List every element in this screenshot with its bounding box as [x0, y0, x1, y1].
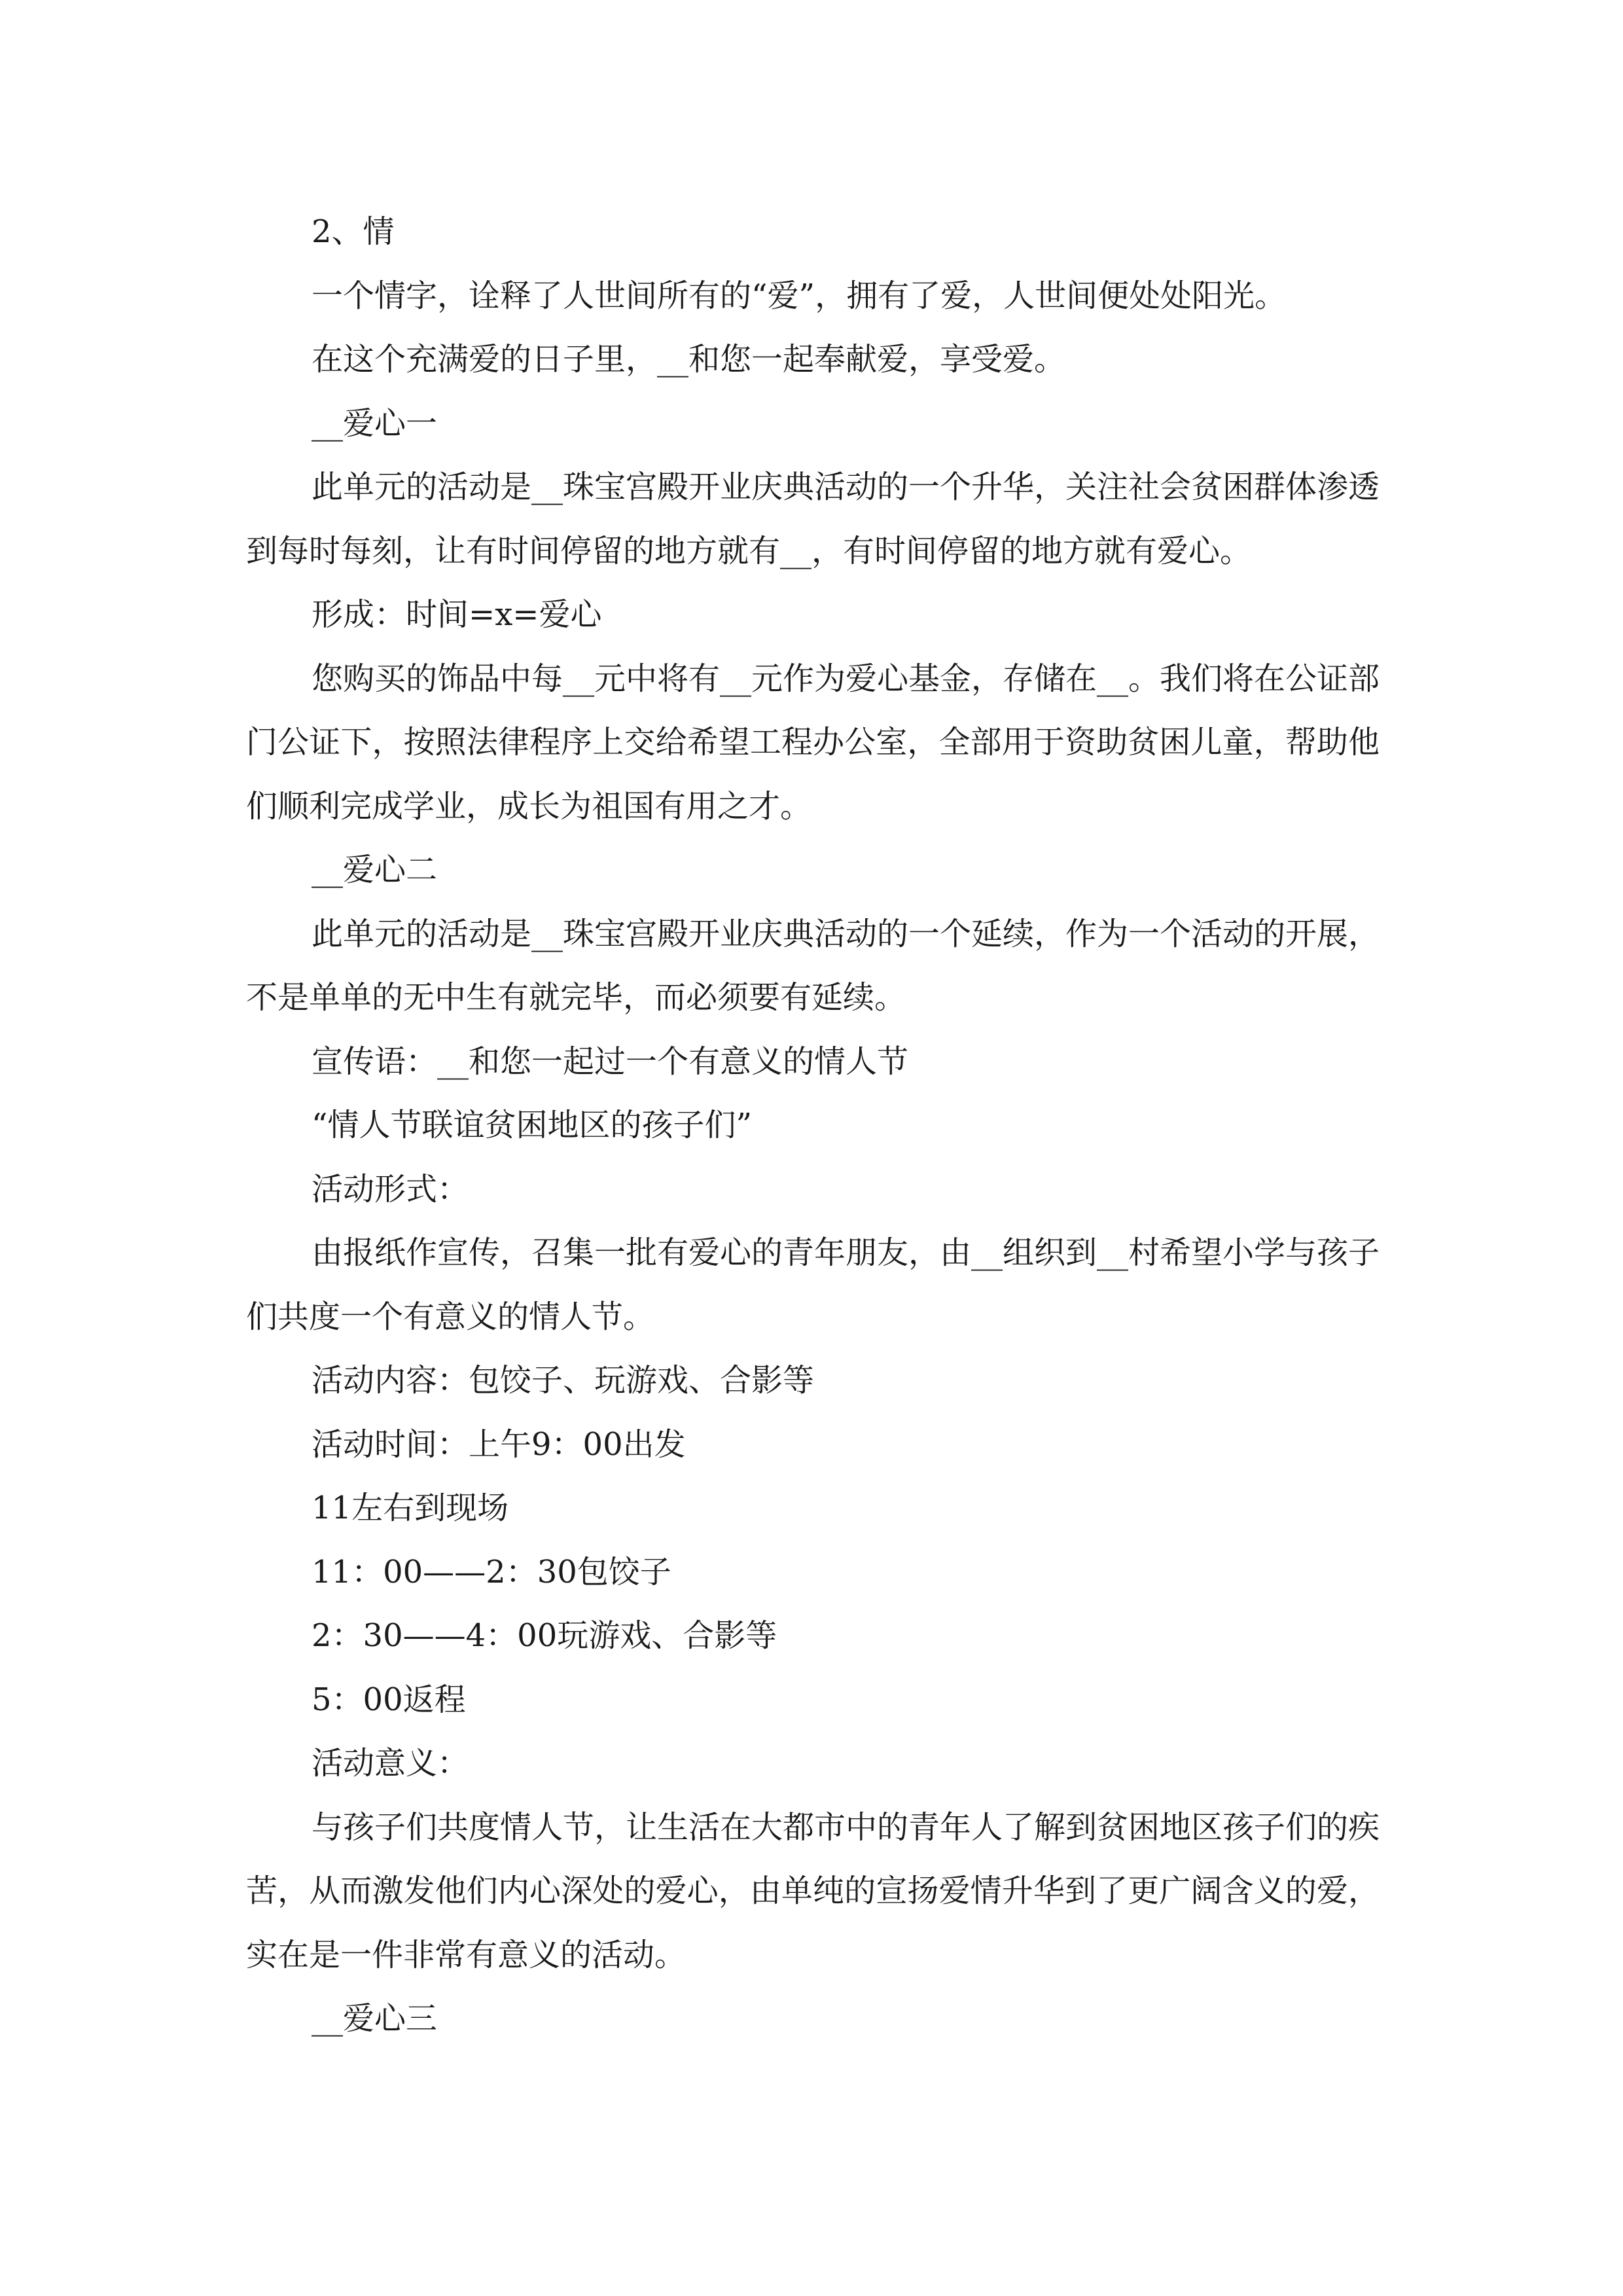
paragraph: 与孩子们共度情人节，让生活在大都市中的青年人了解到贫困地区孩子们的疾苦，从而激发他们内心深处的爱心，由单纯的宣扬爱情升华到了更广阔含义的爱，实在是一件非常有意义的活动。 [246, 1808, 1380, 1973]
paragraph: 在这个充满爱的日子里，__和您一起奉献爱，享受爱。 [312, 341, 1066, 378]
paragraph: 宣传语：__和您一起过一个有意义的情人节 [312, 1043, 909, 1080]
section-heading: __爱心一 [312, 404, 438, 442]
paragraph: 11：00——2：30包饺子 [312, 1553, 671, 1590]
paragraph: 此单元的活动是__珠宝宫殿开业庆典活动的一个延续，作为一个活动的开展，不是单单的无中生有就完毕，而必须要有延续。 [246, 915, 1380, 1016]
document-body [246, 200, 1380, 2051]
paragraph: 此单元的活动是__珠宝宫殿开业庆典活动的一个升华，关注社会贫困群体渗透到每时每刻，让有时间停留的地方就有__，有时间停留的地方就有爱心。 [246, 469, 1380, 569]
section-heading: __爱心二 [312, 852, 438, 888]
section-heading: __爱心三 [312, 2000, 438, 2037]
paragraph: 11左右到现场 [312, 1490, 509, 1526]
paragraph: 活动内容：包饺子、玩游戏、合影等 [312, 1362, 815, 1399]
paragraph: 活动时间：上午9：00出发 [312, 1426, 686, 1463]
paragraph: 一个情字，诠释了人世间所有的“爱”，拥有了爱，人世间便处处阳光。 [312, 277, 1287, 314]
paragraph: 活动意义： [312, 1745, 469, 1782]
paragraph: 2、情 [312, 213, 395, 250]
paragraph: 您购买的饰品中每__元中将有__元作为爱心基金，存储在__。我们将在公证部门公证下，按照法律程序上交给希望工程办公室，全部用于资助贫困儿童，帮助他们顺利完成学业，成长为祖国有用之才。 [246, 660, 1380, 825]
paragraph: “情人节联谊贫困地区的孩子们” [312, 1107, 753, 1143]
paragraph: 2：30——4：00玩游戏、合影等 [312, 1617, 777, 1654]
paragraph: 由报纸作宣传，召集一批有爱心的青年朋友，由__组织到__村希望小学与孩子们共度一个有意义的情人节。 [246, 1234, 1380, 1335]
paragraph: 形成：时间=x=爱心 [312, 596, 602, 633]
paragraph: 5：00返程 [312, 1681, 466, 1718]
paragraph: 活动形式： [312, 1170, 469, 1208]
